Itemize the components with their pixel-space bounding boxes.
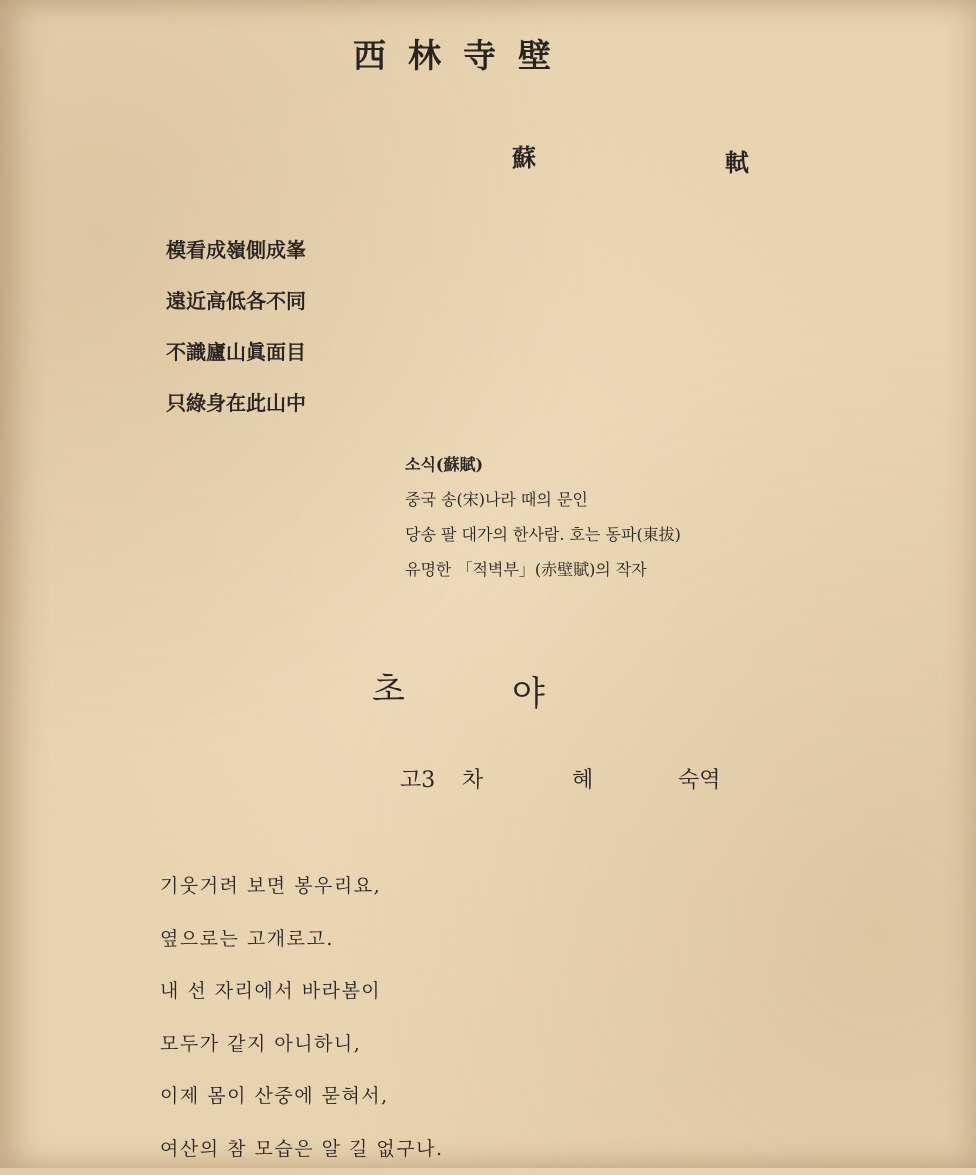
poem-line: 이제 몸이 산중에 묻혀서, (160, 1070, 444, 1123)
poem-line: 只綠身在此山中 (166, 378, 306, 429)
poem-line: 遠近高低各不同 (166, 276, 306, 327)
author-note (405, 447, 681, 587)
note-line: 유명한 「적벽부」(赤壁賦)의 작자 (405, 552, 681, 587)
poem-line: 모두가 같지 아니하니, (160, 1018, 444, 1071)
translated-poem (160, 860, 444, 1175)
poem-line: 내 선 자리에서 바라봄이 (160, 965, 444, 1018)
translator-grade: 고3 (400, 763, 435, 794)
translator-name-part: 혜 (572, 763, 593, 794)
poem-line: 不識廬山眞面目 (166, 327, 306, 378)
poem-line: 여산의 참 모습은 알 길 없구나. (160, 1123, 444, 1175)
translator-name-part: 숙역 (678, 763, 721, 794)
note-heading: 소식(蘇賦) (405, 447, 681, 482)
translation-title-char: 초 (372, 662, 405, 711)
poem-line: 模看成嶺側成峯 (166, 225, 306, 276)
classical-poem (166, 225, 306, 429)
translator-name-part: 차 (462, 763, 483, 794)
poem-line: 옆으로는 고개로고. (160, 913, 444, 966)
note-line: 당송 팔 대가의 한사람. 호는 동파(東拔) (405, 517, 681, 552)
author-surname: 蘇 (512, 138, 536, 173)
note-line: 중국 송(宋)나라 때의 문인 (405, 482, 681, 517)
author-given-name: 軾 (725, 143, 749, 178)
poem-title: 西林寺壁 (0, 30, 976, 77)
poem-line: 기웃거려 보면 봉우리요, (160, 860, 444, 913)
translation-title-char: 야 (512, 666, 545, 715)
